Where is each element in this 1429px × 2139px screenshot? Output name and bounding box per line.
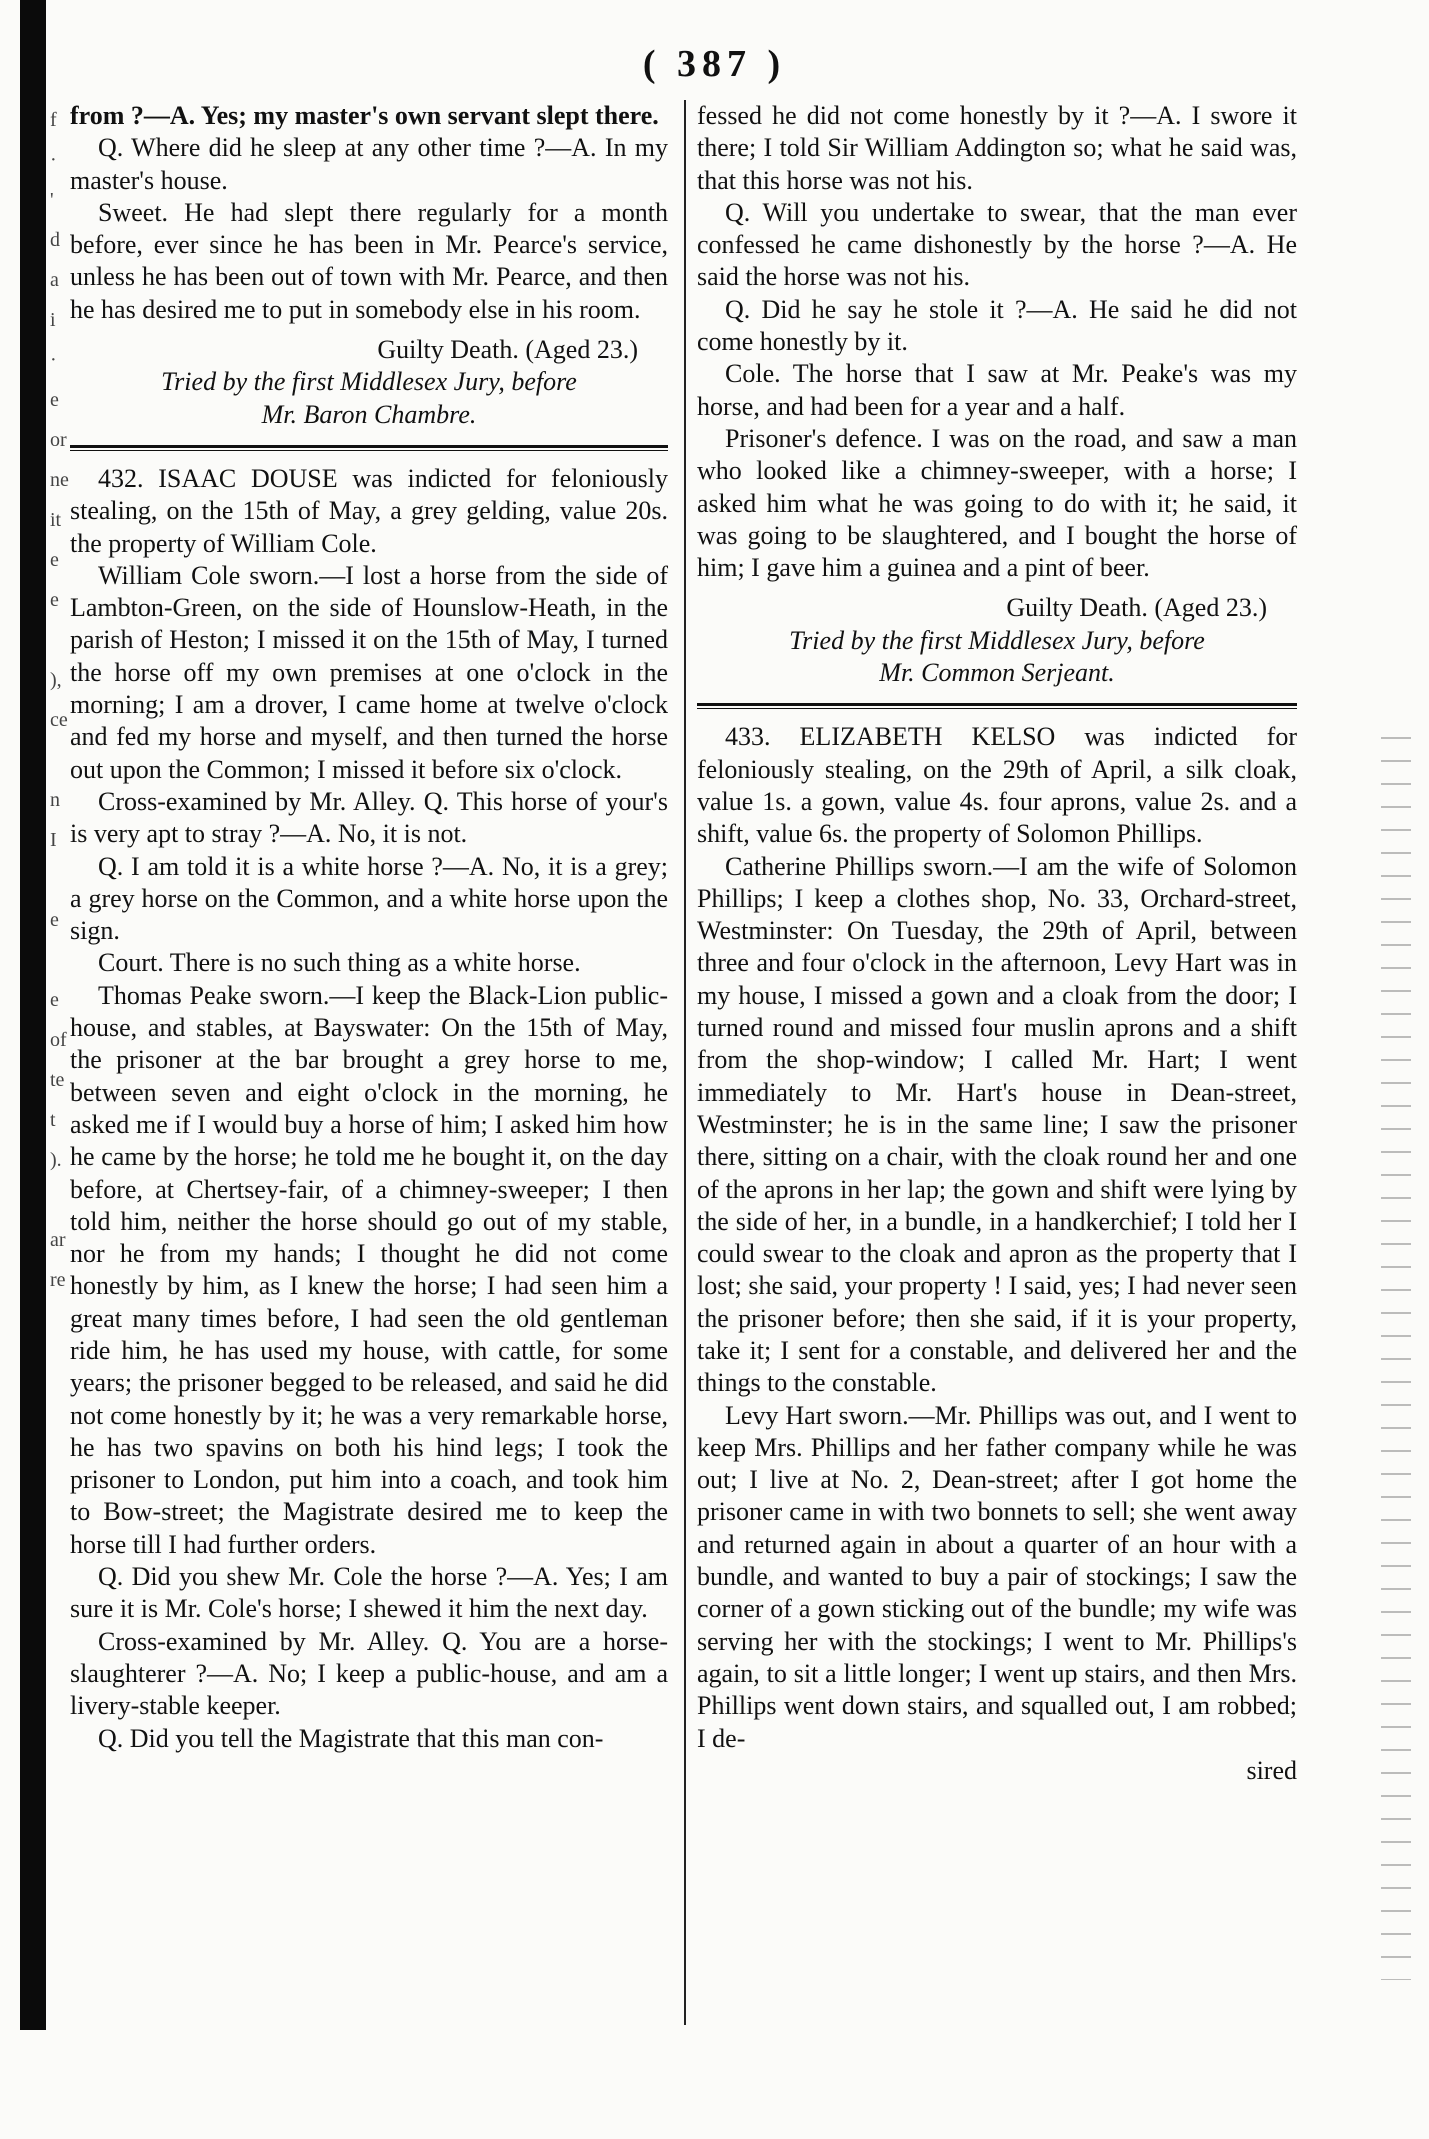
adjacent-page-fragments: f · ' d a i · e or ne it e e ), ce n I e e of te t ). ar re [50, 109, 69, 1291]
verdict: Guilty Death. (Aged 23.) [1006, 593, 1267, 623]
tried-judge: Mr. Baron Chambre. [261, 399, 477, 429]
paragraph: Q. Where did he sleep at any other time ?—A. In my master's house. [70, 133, 668, 195]
verdict: Guilty Death. (Aged 23.) [377, 335, 638, 365]
section-rule [697, 703, 1297, 709]
paragraph: Sweet. He had slept there regularly for a month before, ever since he has been in Mr. Pearce's service, unless he has been out of town with Mr. Pearce, and then he has desired me to put in somebody else in his room. [70, 197, 668, 324]
paragraph: Cross-examined by Mr. Alley. Q. This horse of your's is very apt to stray ?—A. No, it is not. [70, 786, 668, 849]
right-column [697, 100, 1297, 1787]
paragraph: Q. Did you tell the Magistrate that this man con- [98, 1723, 604, 1753]
paragraph: from ?—A. Yes; my master's own servant slept there. [70, 101, 659, 130]
tried-judge: Mr. Common Serjeant. [879, 658, 1115, 688]
column-divider [684, 100, 686, 2025]
right-margin-speckle [1381, 730, 1411, 1980]
catchword: sired [1246, 1755, 1297, 1785]
book-binding-edge [20, 0, 46, 2030]
paragraph: William Cole sworn.—I lost a horse from the side of Lambton-Green, on the side of Hounslow-Heath, in the parish of Heston; I missed it on the 15th of May, I turned the horse off my own premises at one o'clock in the morning; I am a drover, I came home at twelve o'clock and fed my horse and myself, and then turned the horse out upon the Common; I missed it before six o'clock. [70, 560, 668, 784]
section-rule [70, 445, 668, 451]
paragraph: Levy Hart sworn.—Mr. Phillips was out, and I went to keep Mrs. Phillips and her father company while he was out; I live at No. 2, Dean-street; after I got home the prisoner came in with two bonnets to sell; she went away and returned again in about a quarter of an hour with a bundle, and wanted to buy a pair of stockings; I saw the corner of a gown sticking out of the bundle; my wife was serving her with the stockings; I went to Mr. Phillips's again, to sit a little longer; I went up stairs, and then Mrs. Phillips went down stairs, and squalled out, I am robbed; I de- [697, 1400, 1297, 1753]
tried-before: Tried by the first Middlesex Jury, before [789, 625, 1205, 655]
paragraph: Thomas Peake sworn.—I keep the Black-Lion public-house, and stables, at Bayswater: On the 15th of May, the prisoner at the bar brought a grey horse to me, between seven and eight o'clock in the morning, he asked me if I would buy a horse of him; I asked him how he came by the horse; he told me he bought it, on the day before, at Chertsey-fair, of a chimney-sweeper; I then told him, neither the horse should go out of my stable, nor he from my hands; I thought he did not come honestly by him, as I knew the horse; I had seen him a great many times before, I had seen the old gentleman ride him, he has used my house, with cattle, for some years; the prisoner begged to be released, and said he did not come honestly by it; he was a very remarkable horse, he has two spavins on both his hind legs; I took the prisoner to London, put him into a coach, and took him to Bow-street; the Magistrate desired me to keep the horse till I had further orders. [70, 980, 668, 1559]
tried-before: Tried by the first Middlesex Jury, before [161, 367, 577, 397]
paragraph: Catherine Phillips sworn.—I am the wife of Solomon Phillips; I keep a clothes shop, No. 33, Orchard-street, Westminster: On Tuesday, the 29th of April, between three and four o'clock in the afternoon, Levy Hart was in my house, I missed a gown and a cloak from the door; I turned round and missed four muslin aprons and a shift from the shop-window; I called Mr. Hart; I went immediately to Mr. Hart's house in Dean-street, Westminster; he is in the same line; I saw the prisoner there, sitting on a chair, with the cloak round her and one of the aprons in her lap; the gown and shift were lying by the side of her, in a bundle, in a handkerchief; I told her I could swear to the cloak and apron as the property that I lost; she said, your property ! I said, yes; I had never seen the prisoner before; then she said, if it is your property, take it; I sent for a constable, and delivered her and the things to the constable. [697, 851, 1297, 1398]
paragraph: Q. Will you undertake to swear, that the man ever confessed he came dishonestly by the horse ?—A. He said the horse was not his. [697, 197, 1297, 292]
paragraph: Q. Did you shew Mr. Cole the horse ?—A. Yes; I am sure it is Mr. Cole's horse; I shewed it him the next day. [70, 1562, 668, 1624]
left-column [70, 100, 668, 1755]
case-heading: 432. ISAAC DOUSE was indicted for feloniously stealing, on the 15th of May, a grey gelding, value 20s. the property of William Cole. [70, 463, 668, 558]
case-heading: 433. ELIZABETH KELSO was indicted for feloniously stealing, on the 29th of April, a silk cloak, value 1s. a gown, value 4s. four aprons, value 2s. and a shift, value 6s. the property of Solomon Phillips. [697, 722, 1297, 849]
paragraph: Cole. The horse that I saw at Mr. Peake's was my horse, and had been for a year and a half. [697, 359, 1297, 421]
paragraph: Prisoner's defence. I was on the road, and saw a man who looked like a chimney-sweeper, with a horse; I asked him what he was going to do with it; he said, it was going to be slaughtered, and I bought the horse of him; I gave him a guinea and a pint of beer. [697, 423, 1297, 583]
paragraph: Cross-examined by Mr. Alley. Q. You are a horse-slaughterer ?—A. No; I keep a public-house, and am a livery-stable keeper. [70, 1626, 668, 1721]
paragraph: Q. Did he say he stole it ?—A. He said he did not come honestly by it. [697, 294, 1297, 357]
paragraph: Q. I am told it is a white horse ?—A. No, it is a grey; a grey horse on the Common, and a white horse upon the sign. [70, 851, 668, 946]
page-number: ( 387 ) [642, 43, 787, 85]
paragraph: Court. There is no such thing as a white horse. [98, 948, 581, 978]
paragraph: fessed he did not come honestly by it ?—A. I swore it there; I told Sir William Addington so; what he said was, that this horse was not his. [697, 101, 1297, 195]
